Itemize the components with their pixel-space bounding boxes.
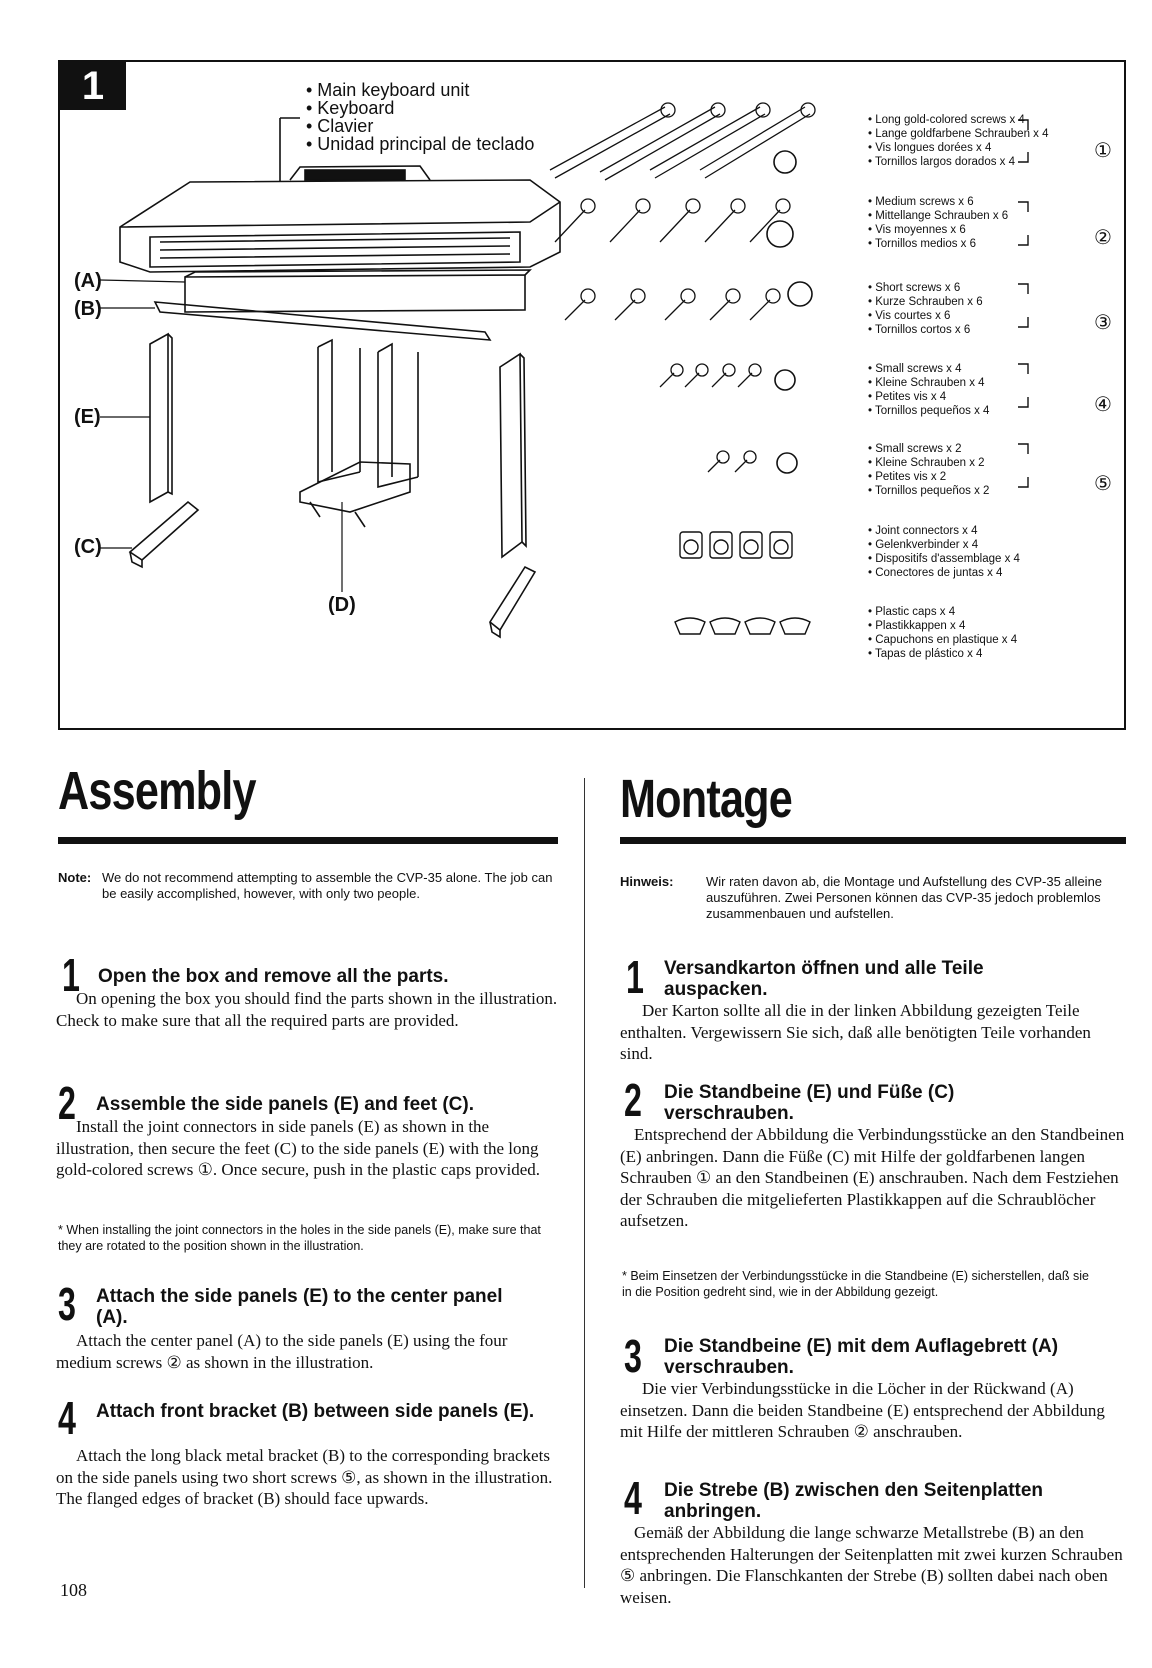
parts-group-3 xyxy=(868,281,983,337)
part-line: • Capuchons en plastique x 4 xyxy=(868,634,1018,646)
german-title: Montage xyxy=(620,769,792,829)
english-step-2-heading: Assemble the side panels (E) and feet (C). xyxy=(96,1094,474,1115)
unit-label-es: • Unidad principal de teclado xyxy=(306,134,535,154)
column-divider xyxy=(584,778,585,1588)
parts-group-7 xyxy=(868,605,1017,661)
german-note-text: Wir raten davon ab, die Montage und Aufstellung des CVP-35 alleine auszuführen. Zwei Personen können das CVP-35 jedoch problemlos zusammenbauen und aufstellen. xyxy=(706,874,1103,921)
part-line: • Kleine Schrauben x 2 xyxy=(868,457,985,469)
part-line: • Joint connectors x 4 xyxy=(868,525,978,537)
part-line: • Lange goldfarbene Schrauben x 4 xyxy=(868,128,1049,140)
german-note-label: Hinweis: xyxy=(620,874,674,889)
unit-label-fr: • Clavier xyxy=(306,116,374,136)
page-number: 108 xyxy=(60,1580,87,1600)
english-step-4-body: Attach the long black metal bracket (B) to the corresponding brackets on the side panels using two short screws ⑤, as shown in the illustration. The flanged edges of bracket (B) should face upwards. xyxy=(56,1446,553,1508)
part-label-e: (E) xyxy=(74,406,101,428)
german-step-1-body: Der Karton sollte all die in der linken Abbildung gezeigten Teile enthalten. Vergewissern Sie sich, daß alle benötigten Teile vorhanden sind. xyxy=(620,1001,1091,1063)
part-number-1: ① xyxy=(1094,140,1112,162)
part-line: • Gelenkverbinder x 4 xyxy=(868,539,979,551)
part-line: • Mittellange Schrauben x 6 xyxy=(868,210,1009,222)
german-step-1-number: 1 xyxy=(626,951,644,1003)
parts-group-2 xyxy=(868,195,1008,251)
german-step-3-body: Die vier Verbindungsstücke in die Löcher in der Rückwand (A) einsetzen. Dann die beiden Standbeine (E) entsprechend der Abbildung mit Hilfe der mittleren Schrauben ② anschrauben. xyxy=(620,1379,1105,1441)
part-line: • Plastic caps x 4 xyxy=(868,606,956,618)
german-step-2-body: Entsprechend der Abbildung die Verbindungsstücke an den Standbeinen (E) anbringen. Dann die Füße (C) mit Hilfe der goldfarbenen langen Schrauben ① an den Standbeinen (E) anschrauben. Nach dem Festziehen der Schrauben die mitgelieferten Plastikkappen auf die Schraublöcher aufsetzen. xyxy=(620,1125,1125,1230)
english-step-2-body: Install the joint connectors in side panels (E) as shown in the illustration, then secure the feet (C) to the side panels (E) with the long gold-colored screws ①. Once secure, push in the plastic caps provided. xyxy=(56,1117,541,1179)
german-step-1-heading: Versandkarton öffnen und alle Teile auspacken. xyxy=(664,958,984,1000)
figure-step-badge: 1 xyxy=(60,62,126,110)
parts-group-4 xyxy=(868,362,989,418)
part-label-c: (C) xyxy=(74,536,102,558)
keyboard-unit-drawing xyxy=(120,166,560,272)
part-line: • Kleine Schrauben x 4 xyxy=(868,377,985,389)
english-step-3-heading: Attach the side panels (E) to the center panel (A). xyxy=(96,1286,503,1328)
german-step-4-heading: Die Strebe (B) zwischen den Seitenplatten anbringen. xyxy=(664,1480,1044,1522)
english-step-1-number: 1 xyxy=(62,949,80,1001)
parts-group-6 xyxy=(868,524,1020,580)
part-line: • Plastikkappen x 4 xyxy=(868,620,966,632)
part-label-b: (B) xyxy=(74,298,102,320)
english-step-4-heading: Attach front bracket (B) between side panels (E). xyxy=(96,1401,535,1422)
part-line: • Petites vis x 2 xyxy=(868,471,947,483)
part-line: • Tornillos medios x 6 xyxy=(868,238,976,250)
part-label-d: (D) xyxy=(328,594,356,616)
part-line: • Small screws x 4 xyxy=(868,363,962,375)
part-line: • Petites vis x 4 xyxy=(868,391,947,403)
part-line: • Tapas de plástico x 4 xyxy=(868,648,983,660)
part-line: • Dispositifs d'assemblage x 4 xyxy=(868,553,1020,565)
english-step-3-number: 3 xyxy=(58,1278,76,1330)
part-number-3: ③ xyxy=(1094,312,1112,334)
part-line: • Vis longues dorées x 4 xyxy=(868,142,992,154)
part-label-a: (A) xyxy=(74,270,102,292)
part-line: • Kurze Schrauben x 6 xyxy=(868,296,983,308)
part-line: • Vis moyennes x 6 xyxy=(868,224,966,236)
part-line: • Tornillos pequeños x 2 xyxy=(868,485,990,497)
english-step-1-body: On opening the box you should find the parts shown in the illustration. Check to make sure that all the required parts are provided. xyxy=(56,989,558,1030)
german-step-3-number: 3 xyxy=(624,1330,642,1382)
part-line: • Tornillos largos dorados x 4 xyxy=(868,156,1016,168)
german-step-4-number: 4 xyxy=(624,1472,642,1524)
german-footnote: * Beim Einsetzen der Verbindungsstücke in die Standbeine (E) sicherstellen, daß sie in die Position gedreht sind, wie in der Abbildung gezeigt. xyxy=(622,1269,1089,1299)
english-footnote: * When installing the joint connectors in the holes in the side panels (E), make sure that they are rotated to the position shown in the illustration. xyxy=(58,1223,541,1253)
english-title: Assembly xyxy=(58,761,256,821)
english-step-4-number: 4 xyxy=(58,1392,76,1444)
unit-label-en: • Main keyboard unit xyxy=(306,80,470,100)
part-line: • Small screws x 2 xyxy=(868,443,962,455)
part-line: • Long gold-colored screws x 4 xyxy=(868,114,1025,126)
part-line: • Tornillos cortos x 6 xyxy=(868,324,971,336)
english-title-rule xyxy=(58,837,558,844)
german-step-2-number: 2 xyxy=(624,1074,642,1126)
part-line: • Conectores de juntas x 4 xyxy=(868,567,1003,579)
part-number-5: ⑤ xyxy=(1094,473,1112,495)
german-step-2-heading: Die Standbeine (E) und Füße (C) verschrauben. xyxy=(664,1082,955,1124)
english-step-1-heading: Open the box and remove all the parts. xyxy=(98,966,449,987)
parts-group-5 xyxy=(868,442,989,498)
part-number-4: ④ xyxy=(1094,394,1112,416)
unit-label-de: • Keyboard xyxy=(306,98,395,118)
english-note-label: Note: xyxy=(58,870,92,885)
part-number-2: ② xyxy=(1094,227,1112,249)
english-note-text: We do not recommend attempting to assemble the CVP-35 alone. The job can be easily accomplished, however, with only two people. xyxy=(102,870,553,901)
part-line: • Short screws x 6 xyxy=(868,282,961,294)
part-line: • Medium screws x 6 xyxy=(868,196,974,208)
german-step-4-body: Gemäß der Abbildung die lange schwarze Metallstrebe (B) an den entsprechenden Halterungen der Seitenplatten mit zwei kurzen Schrauben ⑤ anbringen. Die Flanschkanten der Strebe (B) sollten dabei nach oben weisen. xyxy=(620,1523,1123,1607)
part-line: • Vis courtes x 6 xyxy=(868,310,951,322)
part-line: • Tornillos pequeños x 4 xyxy=(868,405,990,417)
german-step-3-heading: Die Standbeine (E) mit dem Auflagebrett (A) verschrauben. xyxy=(664,1336,1059,1378)
english-step-3-body: Attach the center panel (A) to the side panels (E) using the four medium screws ② as shown in the illustration. xyxy=(56,1331,508,1372)
parts-group-1 xyxy=(868,113,1049,169)
english-step-2-number: 2 xyxy=(58,1077,76,1129)
german-title-rule xyxy=(620,837,1126,844)
